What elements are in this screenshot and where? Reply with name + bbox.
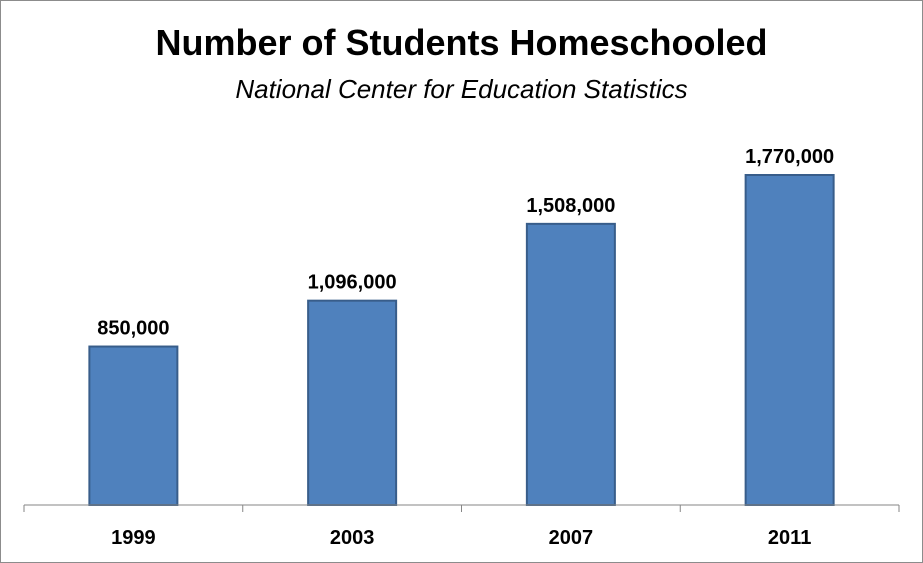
x-axis (24, 505, 899, 549)
x-tick-label: 2003 (329, 527, 375, 549)
bar-value-label: 1,508,000 (526, 194, 616, 217)
x-tick-label: 2011 (767, 527, 812, 549)
chart-title: Number of Students Homeschooled (155, 22, 768, 63)
x-tick-label: 1999 (111, 527, 156, 549)
bar-2003 (308, 301, 396, 505)
chart-subtitle: National Center for Education Statistics (235, 74, 688, 104)
bar-1999 (89, 347, 177, 505)
bar-value-label: 1,096,000 (307, 271, 397, 294)
x-tick-label: 2007 (548, 527, 594, 549)
bar-value-label: 850,000 (97, 317, 170, 340)
bars-group (89, 146, 834, 505)
bar-2011 (746, 175, 834, 505)
bar-2007 (527, 224, 615, 505)
bar-value-label: 1,770,000 (745, 146, 835, 168)
